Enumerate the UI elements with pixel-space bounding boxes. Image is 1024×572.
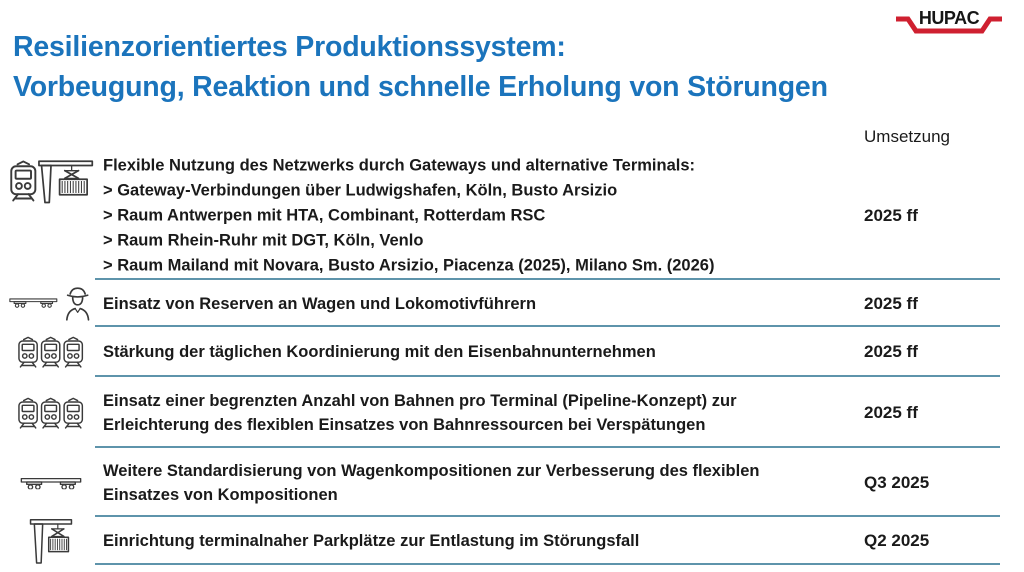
row-text-line: Flexible Nutzung des Netzwerks durch Gateways und alternative Terminals: xyxy=(103,156,696,175)
row-umsetzung-value: 2025 ff xyxy=(864,342,918,361)
umsetzung-column-header: Umsetzung xyxy=(864,127,950,146)
table-row xyxy=(0,448,1024,517)
row-umsetzung-value: Q3 2025 xyxy=(864,472,930,492)
row-text xyxy=(103,389,818,437)
row-text-line: > Raum Mailand mit Novara, Busto Arsizio, Piacenza (2025), Milano Sm. (2026) xyxy=(103,256,715,275)
three-locomotives-icon xyxy=(6,336,96,369)
gantry-crane-container-icon xyxy=(6,516,96,566)
row-umsetzung-value: Q2 2025 xyxy=(864,531,930,550)
row-text xyxy=(103,292,818,316)
row-umsetzung-value: 2025 ff xyxy=(864,293,918,313)
flat-wagon-icon xyxy=(6,476,96,490)
page-title-line2: Vorbeugung, Reaktion und schnelle Erholung von Störungen xyxy=(13,71,828,103)
row-text-line: Einrichtung terminalnaher Parkplätze zur Entlastung im Störungsfall xyxy=(103,532,640,550)
row-umsetzung-value: 2025 ff xyxy=(864,402,918,422)
row-text-line: > Raum Antwerpen mit HTA, Combinant, Rotterdam RSC xyxy=(103,206,546,225)
row-text xyxy=(103,459,818,507)
table-row xyxy=(0,517,1024,565)
row-text-line: > Raum Rhein-Ruhr mit DGT, Köln, Venlo xyxy=(103,231,424,250)
row-text-line: Einsatz von Reserven an Wagen und Lokomotivführern xyxy=(103,294,537,313)
flat-wagon-and-driver-icon xyxy=(6,286,96,321)
row-text-line: Einsatz einer begrenzten Anzahl von Bahnen pro Terminal (Pipeline-Konzept) zur Erleichterung des flexiblen Einsatzes von Bahnressourcen bei Verspätungen xyxy=(103,391,737,434)
page-title xyxy=(13,27,828,107)
train-and-gantry-crane-icon xyxy=(6,156,96,206)
hupac-logo-text: HUPAC xyxy=(918,8,980,28)
measures-table xyxy=(0,152,1024,565)
three-locomotives-icon xyxy=(6,396,96,429)
row-text-line: Stärkung der täglichen Koordinierung mit den Eisenbahnunternehmen xyxy=(103,343,656,361)
hupac-logo xyxy=(894,6,1004,36)
row-text xyxy=(103,340,818,364)
row-text xyxy=(103,529,818,553)
table-row xyxy=(0,280,1024,327)
table-row xyxy=(0,327,1024,377)
table-row xyxy=(0,377,1024,448)
row-text xyxy=(103,154,863,279)
row-umsetzung-value: 2025 ff xyxy=(864,206,918,225)
page-title-line1: Resilienzorientiertes Produktionssystem: xyxy=(13,31,566,63)
row-text-line: > Gateway-Verbindungen über Ludwigshafen, Köln, Busto Arsizio xyxy=(103,181,618,200)
table-row xyxy=(0,152,1024,280)
row-text-line: Weitere Standardisierung von Wagenkompositionen zur Verbesserung des flexiblen Einsatzes von Kompositionen xyxy=(103,461,760,504)
